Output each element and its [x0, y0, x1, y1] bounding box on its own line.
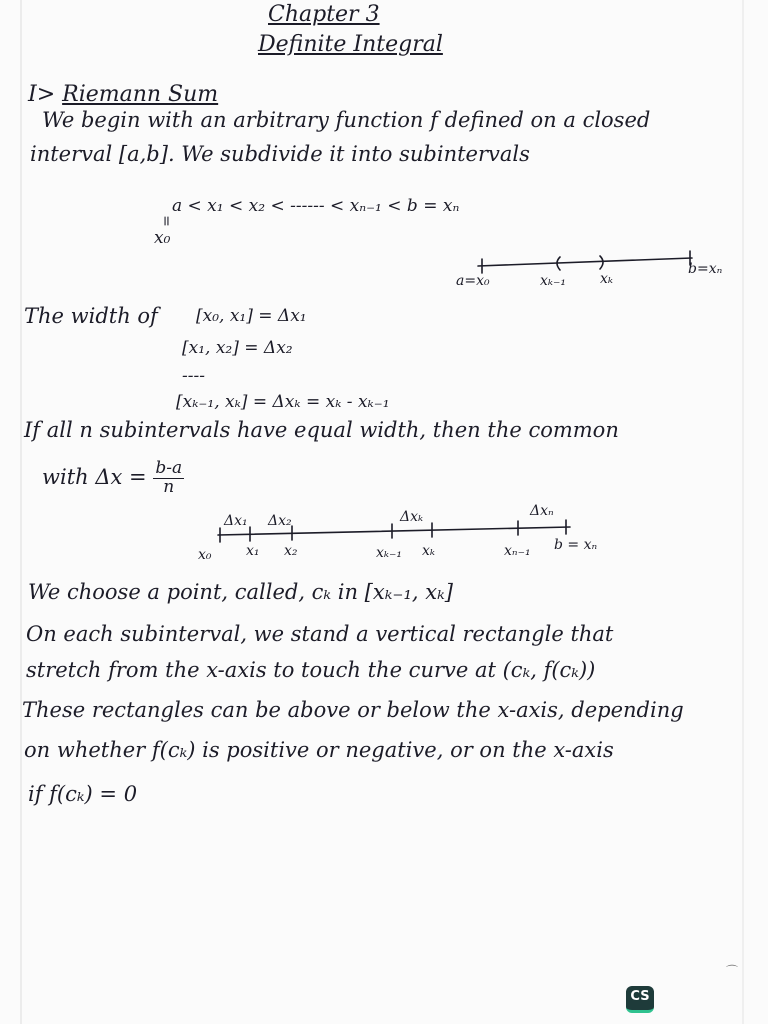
number-line-2-label-x1: x₁ [246, 543, 260, 559]
number-line-2-label-x2: x₂ [284, 543, 298, 559]
delta-x-fraction [153, 460, 184, 497]
number-line-1-label-xk-1: xₖ₋₁ [540, 273, 567, 289]
number-line-2-label-x0: x₀ [198, 547, 212, 563]
delta-label-n: Δxₙ [530, 503, 554, 519]
width-line-1: [x₀, x₁] = Δx₁ [196, 306, 307, 326]
partition-x0: x₀ [154, 228, 171, 248]
number-line-2-label-xn-1: xₙ₋₁ [504, 543, 531, 559]
paragraph-line-3: stretch from the x-axis to touch the curve at (cₖ, f(cₖ)) [26, 658, 596, 682]
width-dashes: ---- [182, 366, 205, 386]
intro-line-2: interval [a,b]. We subdivide it into subintervals [30, 142, 530, 166]
fraction-numerator: b-a [155, 458, 183, 478]
paragraph-line-4: These rectangles can be above or below the x-axis, depending [22, 698, 684, 722]
width-line-k: [xₖ₋₁, xₖ] = Δxₖ = xₖ - xₖ₋₁ [176, 392, 390, 412]
paragraph-line-6: if f(cₖ) = 0 [28, 782, 138, 806]
equal-width-line-1: If all n subintervals have equal width, then the common [24, 418, 619, 442]
chapter-title: Chapter 3 [268, 2, 380, 27]
number-line-2-label-xk: xₖ [422, 543, 436, 559]
fraction-denominator: n [163, 476, 175, 497]
delta-label-1: Δx₁ [224, 513, 248, 529]
number-line-1-label-b: b=xₙ [688, 261, 723, 277]
partition-equals-mark: = [157, 215, 174, 227]
number-line-1-axis [478, 258, 692, 266]
scan-mark-icon: ⌒ [726, 964, 739, 978]
equal-width-line-2 [42, 460, 184, 497]
section-marker: I> [28, 82, 56, 107]
width-lead: The width of [24, 304, 158, 328]
section-title: Riemann Sum [62, 82, 219, 107]
paragraph-line-2: On each subinterval, we stand a vertical rectangle that [26, 622, 614, 646]
number-line-1-bracket-close [600, 256, 603, 269]
camscanner-logo-icon: CS [626, 986, 654, 1013]
chapter-subtitle: Definite Integral [258, 32, 443, 57]
number-line-2-label-b: b = xₙ [554, 537, 598, 553]
width-line-2: [x₁, x₂] = Δx₂ [182, 338, 293, 358]
equal-width-prefix: with Δx = [42, 464, 147, 489]
intro-line-1: We begin with an arbitrary function f defined on a closed [42, 108, 651, 132]
delta-label-k: Δxₖ [400, 509, 424, 525]
paragraph-line-5: on whether f(cₖ) is positive or negative, or on the x-axis [24, 738, 614, 762]
number-line-1-label-xk: xₖ [600, 271, 614, 287]
number-line-1-label-a: a=x₀ [456, 273, 490, 289]
delta-label-2: Δx₂ [268, 513, 292, 529]
number-line-2-label-xk-1: xₖ₋₁ [376, 545, 403, 561]
paragraph-line-1: We choose a point, called, cₖ in [xₖ₋₁, xₖ] [28, 580, 453, 604]
partition-inequality: a < x₁ < x₂ < ------ < xₙ₋₁ < b = xₙ [172, 196, 460, 216]
